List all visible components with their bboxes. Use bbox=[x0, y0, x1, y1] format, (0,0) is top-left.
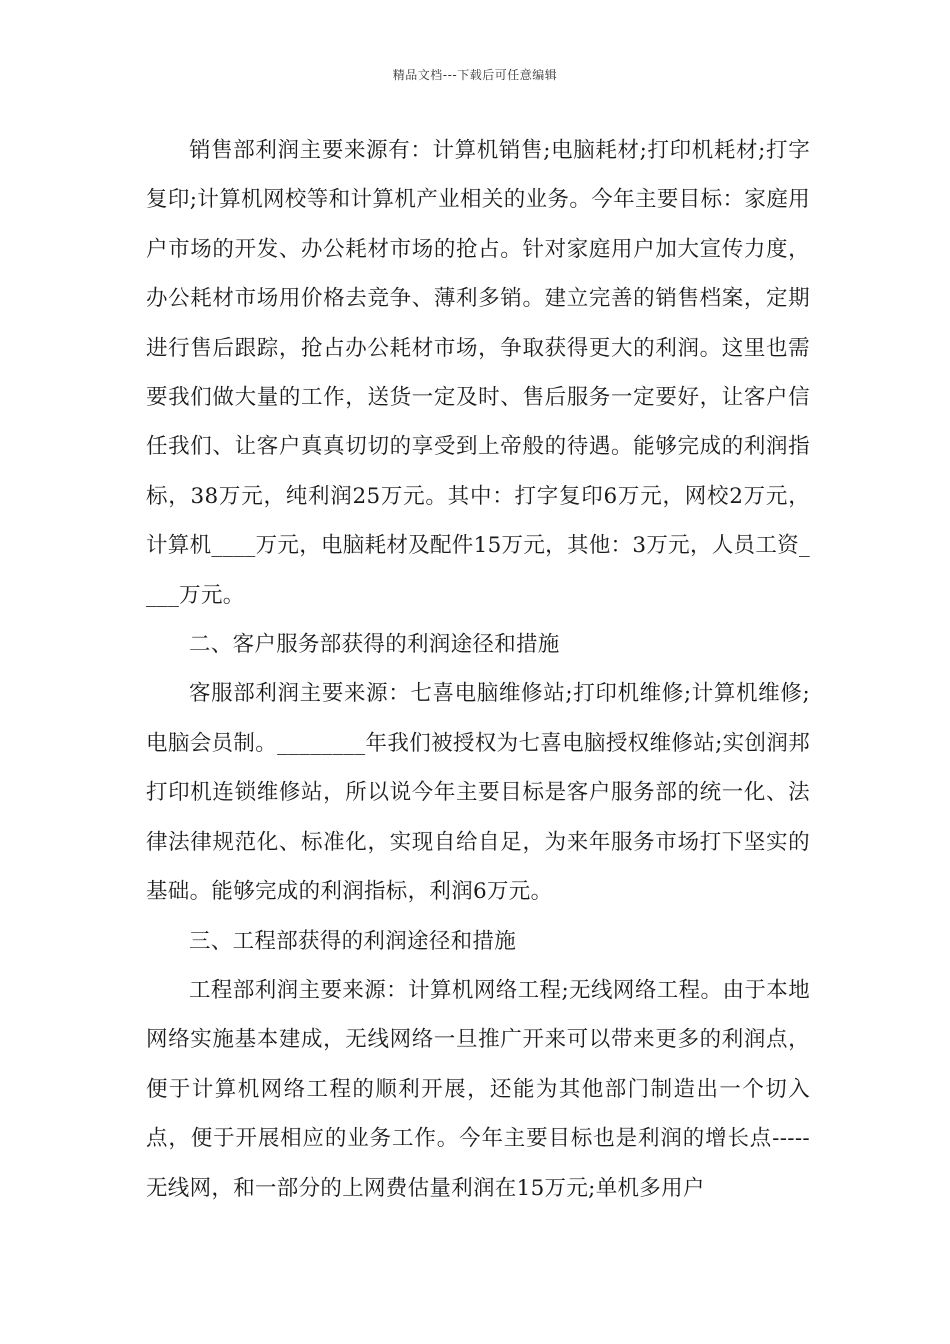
paragraph-customer-service-profit: 客服部利润主要来源：七喜电脑维修站;打印机维修;计算机维修;电脑会员制。________年我们被授权为七喜电脑授权维修站;实创润邦打印机连锁维修站，所以说今年主要目标是客户服务部的统一化、法律法律规范化、标准化，实现自给自足，为来年服务市场打下坚实的基础。能够完成的利润指标，利润6万元。 bbox=[146, 681, 810, 905]
document-body bbox=[146, 126, 810, 1213]
heading-engineering: 三、工程部获得的利润途径和措施 bbox=[189, 928, 517, 954]
paragraph-sales-profit: 销售部利润主要来源有：计算机销售;电脑耗材;打印机耗材;打字复印;计算机网校等和计算机产业相关的业务。今年主要目标：家庭用户市场的开发、办公耗材市场的抢占。针对家庭用户加大宣传力度，办公耗材市场用价格去竞争、薄利多销。建立完善的销售档案，定期进行售后跟踪，抢占办公耗材市场，争取获得更大的利润。这里也需要我们做大量的工作，送货一定及时、售后服务一定要好，让客户信任我们、让客户真真切切的享受到上帝般的待遇。能够完成的利润指标，38万元，纯利润25万元。其中：打字复印6万元，网校2万元，计算机____万元，电脑耗材及配件15万元，其他：3万元，人员工资____万元。 bbox=[146, 138, 810, 608]
page-header: 精品文档---下载后可任意编辑 bbox=[392, 68, 558, 82]
heading-customer-service: 二、客户服务部获得的利润途径和措施 bbox=[189, 632, 560, 658]
paragraph-engineering-profit: 工程部利润主要来源：计算机网络工程;无线网络工程。由于本地网络实施基本建成，无线网络一旦推广开来可以带来更多的利润点，便于计算机网络工程的顺利开展，还能为其他部门制造出一个切入点，便于开展相应的业务工作。今年主要目标也是利润的增长点-----无线网，和一部分的上网费估量利润在15万元;单机多用户 bbox=[146, 977, 810, 1201]
